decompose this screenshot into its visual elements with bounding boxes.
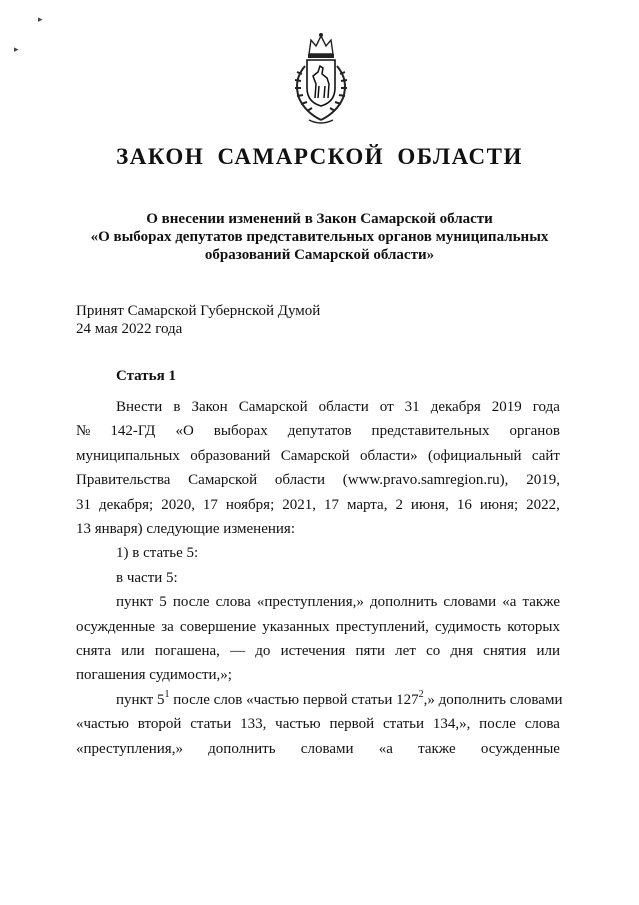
paragraph-line (76, 639, 560, 663)
adoption-info (76, 302, 320, 338)
word: образований (190, 447, 271, 464)
word: первой (329, 716, 375, 733)
word: Самарской (280, 447, 350, 464)
word: после (172, 594, 210, 611)
paragraph-line (76, 712, 560, 736)
list-item: в части 5: (116, 569, 178, 586)
word: в (173, 399, 181, 415)
paragraph-line (76, 737, 560, 761)
word: лет (395, 643, 416, 660)
word: области (274, 472, 326, 489)
word: истечения (280, 643, 346, 660)
word: (официальный (428, 447, 522, 464)
word: за (161, 618, 174, 635)
word: также (418, 740, 456, 757)
word: муниципальных (76, 447, 180, 464)
document-subtitle (60, 210, 579, 264)
word: декабря (430, 399, 481, 415)
word: преступлений, (335, 618, 429, 635)
word: снята (76, 643, 111, 660)
word: области» (360, 447, 418, 464)
subtitle-line: «О выборах депутатов представительных органов муниципальных (90, 229, 549, 245)
word: «а (378, 740, 393, 757)
word: (www.pravo.samregion.ru), (342, 472, 509, 489)
word: Самарской (188, 472, 258, 489)
word: дополнить (208, 740, 276, 757)
word: 2021, (282, 496, 316, 513)
word: сайт (531, 447, 560, 464)
word: «О (175, 423, 194, 440)
word: совершение (179, 618, 257, 635)
word: «преступления,» (256, 594, 364, 611)
word: снятия (483, 643, 527, 660)
word: второй (137, 716, 182, 733)
word: 31 (404, 399, 420, 415)
word: депутатов (287, 423, 352, 440)
word: которых (507, 618, 560, 635)
word: 2019 (491, 399, 522, 415)
scan-mark: ▸ (14, 44, 19, 54)
word: осужденные (76, 618, 156, 635)
word: до (255, 643, 271, 660)
coat-of-arms-emblem (285, 32, 357, 128)
word: Правительства (76, 472, 171, 489)
word: пяти (355, 643, 385, 660)
paragraph-line (76, 468, 560, 492)
paragraph-line: 13 января) следующие изменения: (76, 521, 295, 538)
word: 17 (202, 496, 218, 513)
word: — (230, 643, 246, 660)
word: 133, (240, 716, 267, 733)
scan-mark: ▸ (38, 14, 43, 24)
word: пункт (116, 594, 154, 611)
word: июня, (410, 496, 449, 513)
word: после (479, 716, 516, 733)
word: со (426, 643, 441, 660)
word: марта, (346, 496, 388, 513)
word: 16 (456, 496, 472, 513)
word: Самарской (238, 399, 308, 415)
word: слова (215, 594, 251, 611)
word: словами (443, 594, 497, 611)
word: Внести (116, 399, 163, 415)
word: 2022, (526, 496, 560, 513)
word: словами (300, 740, 354, 757)
word: осужденные (480, 740, 560, 757)
word: частью (275, 716, 321, 733)
word: «преступления,» (76, 740, 183, 757)
word: 5 (159, 594, 167, 611)
word: также (522, 594, 560, 611)
adoption-date: 24 мая 2022 года (76, 321, 183, 337)
word: года (532, 399, 560, 415)
word: 2020, (161, 496, 195, 513)
subtitle-line: О внесении изменений в Закон Самарской области (146, 211, 493, 227)
paragraph-line (76, 590, 560, 614)
paragraph-line (76, 615, 560, 639)
word: статьи (190, 716, 232, 733)
word: 2019, (526, 472, 560, 489)
word: судимость (434, 618, 502, 635)
word: Закон (191, 399, 228, 415)
word: 134,», (432, 716, 471, 733)
word: погашена, (154, 643, 220, 660)
word: декабря; (98, 496, 154, 513)
word: июня; (479, 496, 519, 513)
word: органов (509, 423, 560, 440)
word: № (76, 423, 91, 440)
page-title: ЗАКОН САМАРСКОЙ ОБЛАСТИ (116, 144, 523, 169)
list-item: 1) в статье 5: (116, 545, 199, 562)
word: 142-ГД (110, 423, 156, 440)
word: 17 (323, 496, 339, 513)
word: слова (524, 716, 560, 733)
word: «а (502, 594, 517, 611)
paragraph-line (76, 419, 560, 443)
word: 31 (76, 496, 91, 513)
word: или (121, 643, 145, 660)
paragraph-line: погашения судимости,»; (76, 667, 232, 684)
word: выборах (213, 423, 268, 440)
word: указанных (262, 618, 330, 635)
word: от (379, 399, 394, 415)
adoption-line: Принят Самарской Губернской Думой (76, 303, 321, 319)
article-heading: Статья 1 (116, 368, 176, 384)
word: представительных (371, 423, 490, 440)
subtitle-line: образований Самарской области» (204, 247, 435, 263)
paragraph-line (76, 444, 560, 468)
paragraph-line: пункт $5^1$ после слов «частью первой статьи $127^2$,» дополнить словами (116, 688, 563, 708)
word: 2 (395, 496, 403, 513)
word: ноября; (225, 496, 275, 513)
word: дополнить (369, 594, 438, 611)
word: или (536, 643, 560, 660)
word: статьи (382, 716, 425, 733)
word: области (318, 399, 369, 415)
article-body (76, 395, 563, 761)
word: «частью (76, 716, 129, 733)
paragraph-line (76, 493, 560, 517)
word: дня (450, 643, 473, 660)
paragraph-line (76, 395, 560, 419)
